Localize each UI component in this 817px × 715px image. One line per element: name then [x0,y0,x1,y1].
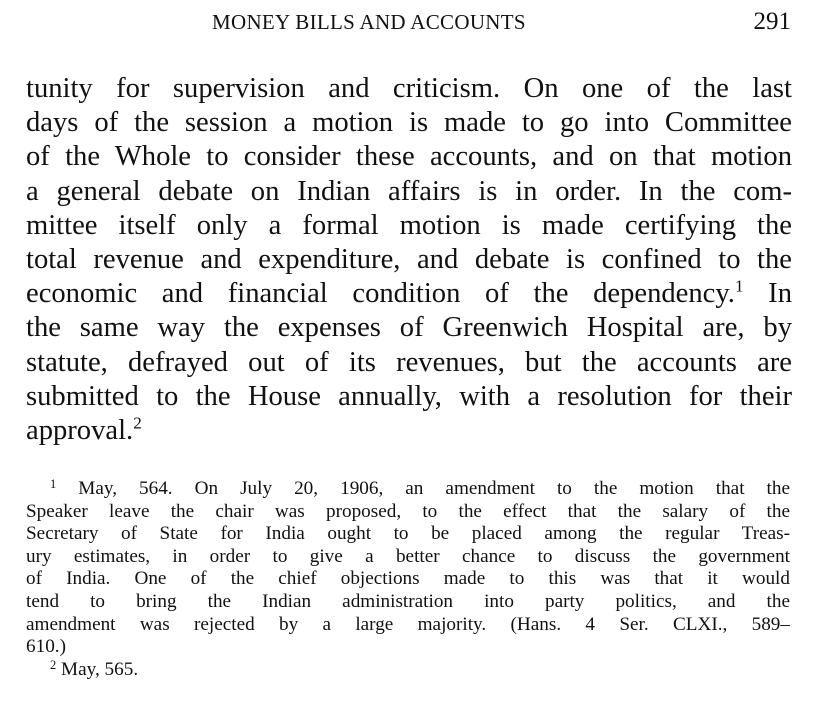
body-line-3: of the Whole to consider these accounts, and on that motion [26,141,792,173]
footnote-1-line-8: 610.) [26,636,66,658]
body-line-2: days of the session a motion is made to go into Committee [26,107,792,139]
body-line-1: tunity for supervision and criticism. On one of the last [26,73,792,104]
footnote-1-line-7: amendment was rejected by a large majority. (Hans. 4 Ser. CLXI., 589– [26,613,790,635]
footnote-1-line-2: Speaker leave the chair was proposed, to the effect that the salary of the [26,500,790,522]
body-line-7-tail: In [768,278,792,310]
footnote-1-line-6: tend to bring the Indian administration into party politics, and the [26,590,790,612]
footnote-1-line-3: Secretary of State for India ought to be placed among the regular Treas- [26,523,790,545]
body-line-8: the same way the expenses of Greenwich Hospital are, by [26,312,792,344]
body-paragraph [26,72,792,448]
body-line-7 [26,277,792,311]
footnote-1-marker: 1 [50,476,57,491]
body-line-11 [26,414,792,448]
footnote-2-line-1 [26,659,790,682]
footnote-1-line-1-text: May, 564. On July 20, 1906, an amendment to the motion that the [78,478,790,499]
page-number: 291 [753,8,791,35]
footnote-2-marker: 2 [50,657,57,672]
body-line-5: mittee itself only a formal motion is made certifying the [26,209,792,241]
footnote-2-line-1-text: May, 565. [61,658,139,680]
footnote-1-line-1 [26,478,790,501]
body-line-11-text: approval. [26,415,134,447]
body-line-6: total revenue and expenditure, and debate is confined to the [26,244,792,276]
body-line-10: submitted to the House annually, with a resolution for their [26,380,792,412]
footnote-ref-1: 1 [734,276,744,296]
body-line-9: statute, defrayed out of its revenues, but the accounts are [26,346,792,378]
footnote-1-line-4: ury estimates, in order to give a better chance to discuss the government [26,545,790,567]
running-head [0,8,817,38]
footnote-1-line-5: of India. One of the chief objections made to this was that it would [26,568,790,590]
footnotes [26,478,790,681]
running-title: MONEY BILLS AND ACCOUNTS [212,10,526,34]
footnote-ref-2: 2 [133,413,142,433]
body-line-4: a general debate on Indian affairs is in order. In the com- [26,175,792,207]
body-line-7-text: economic and financial condition of the dependency. [26,278,735,310]
